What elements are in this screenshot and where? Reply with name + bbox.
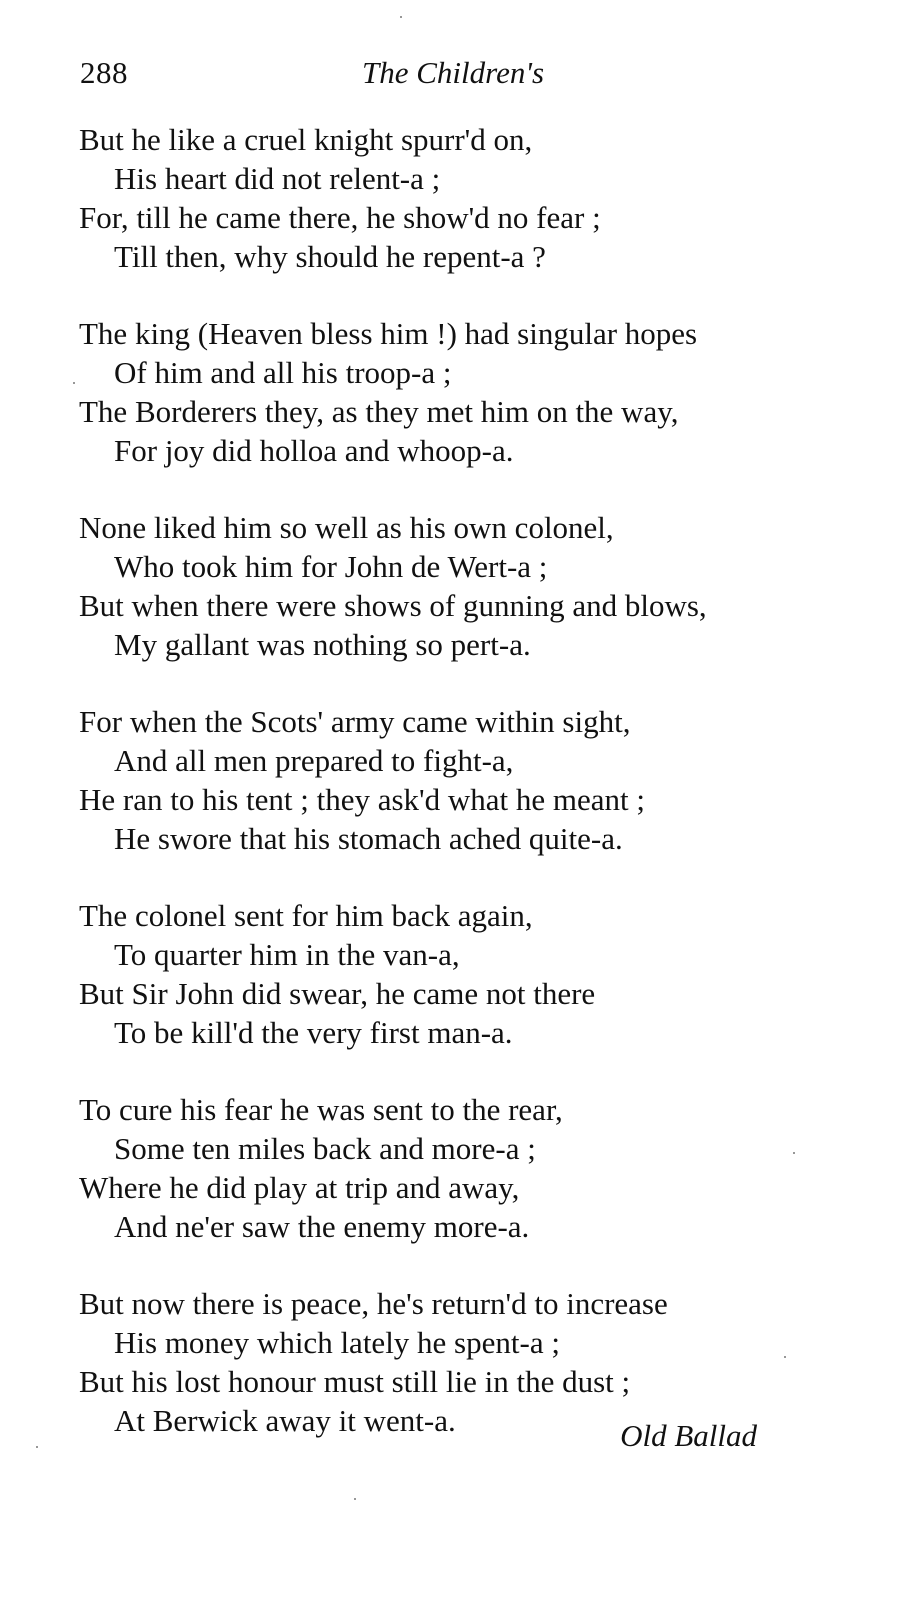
scan-speck [784,1356,786,1358]
poem-line: To cure his fear he was sent to the rear, [79,1092,563,1127]
poem-line: Till then, why should he repent-a ? [114,239,546,274]
poem-line: None liked him so well as his own colonel, [79,510,614,545]
scan-speck [36,1446,38,1448]
poem-line: But now there is peace, he's return'd to increase [79,1286,668,1321]
poem-line: And all men prepared to fight-a, [114,743,514,778]
scan-speck [793,1152,795,1154]
poem-line: Some ten miles back and more-a ; [114,1131,536,1166]
poem-line: But he like a cruel knight spurr'd on, [79,122,533,157]
stanza-5 [79,896,879,1052]
stanza-4 [79,702,879,858]
poem-line: But Sir John did swear, he came not there [79,976,596,1011]
poem-line: The Borderers they, as they met him on the way, [79,394,679,429]
stanza-1 [79,120,879,276]
poem-line: The king (Heaven bless him !) had singular hopes [79,316,698,351]
stanza-3 [79,508,879,664]
poem-line: My gallant was nothing so pert-a. [114,627,531,662]
poem-line: For joy did holloa and whoop-a. [114,433,514,468]
scan-speck [400,16,402,18]
poem-line: He swore that his stomach ached quite-a. [114,821,623,856]
stanza-6 [79,1090,879,1246]
poem-line: At Berwick away it went-a. [114,1403,456,1438]
poem-line: To be kill'd the very first man-a. [114,1015,513,1050]
poem-line: Of him and all his troop-a ; [114,355,452,390]
stanza-7 [79,1284,879,1440]
poem-line: The colonel sent for him back again, [79,898,533,933]
poem-line: And ne'er saw the enemy more-a. [114,1209,530,1244]
poem-line: For, till he came there, he show'd no fear ; [79,200,601,235]
page-number: 288 [80,55,128,90]
poem-line: Who took him for John de Wert-a ; [114,549,548,584]
poem-line: His money which lately he spent-a ; [114,1325,560,1360]
stanza-2 [79,314,879,470]
poem-line: But when there were shows of gunning and blows, [79,588,707,623]
poem-line: To quarter him in the van-a, [114,937,460,972]
poem-line: He ran to his tent ; they ask'd what he meant ; [79,782,646,817]
poem [79,120,879,1478]
attribution: Old Ballad [620,1418,757,1453]
scan-speck [354,1498,356,1500]
poem-line: For when the Scots' army came within sight, [79,704,631,739]
poem-line: But his lost honour must still lie in the dust ; [79,1364,631,1399]
running-title: The Children's [362,55,545,90]
poem-line: His heart did not relent-a ; [114,161,441,196]
poem-line: Where he did play at trip and away, [79,1170,520,1205]
scan-speck [73,382,75,384]
